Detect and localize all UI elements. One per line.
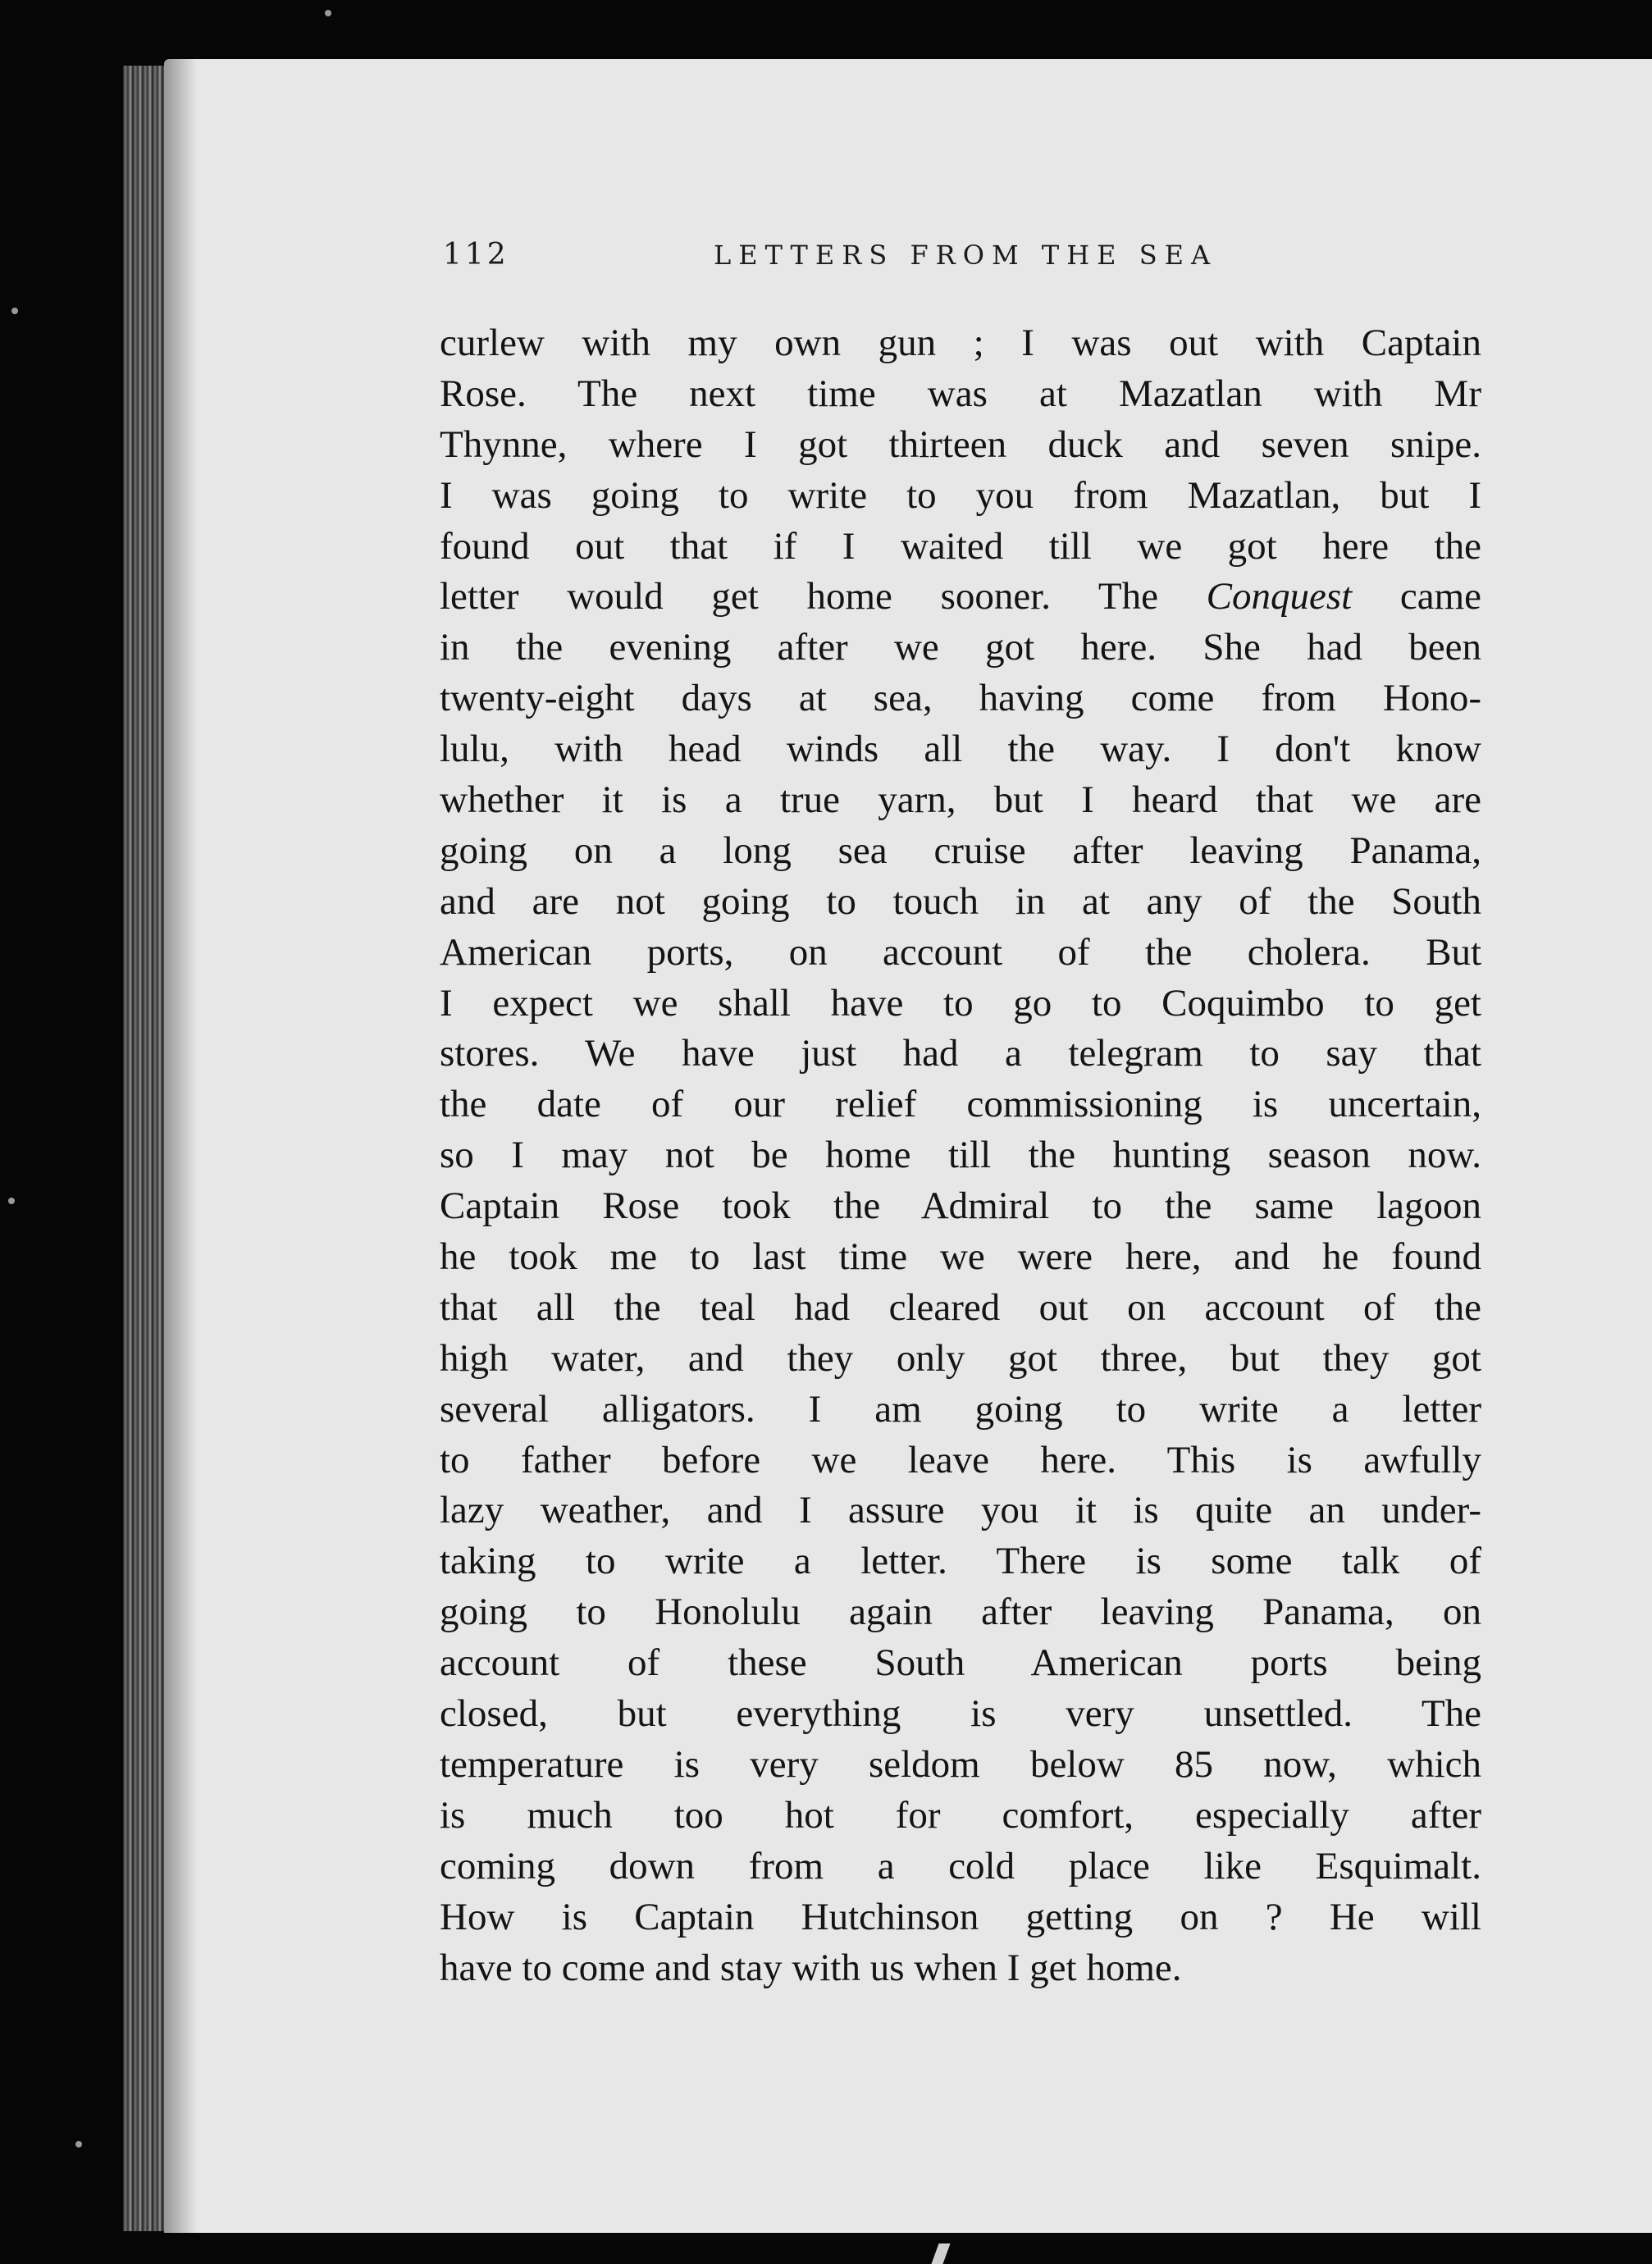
running-head bbox=[443, 238, 1263, 279]
text-line: curlew with my own gun ; I was out with Captain bbox=[440, 322, 1481, 364]
dust-speck bbox=[8, 1198, 15, 1204]
text-line: I expect we shall have to go to Coquimbo to get bbox=[440, 981, 1481, 1025]
text-line: taking to write a letter. There is some talk of bbox=[440, 1540, 1481, 1583]
page-gutter-shadow bbox=[164, 59, 197, 2233]
page-number: 112 bbox=[443, 238, 509, 272]
text-line: he took me to last time we were here, and he found bbox=[440, 1235, 1481, 1279]
text-line: going on a long sea cruise after leaving Panama, bbox=[440, 828, 1481, 872]
text-line: to father before we leave here. This is awfully bbox=[440, 1438, 1481, 1481]
text-line: so I may not be home till the hunting season now. bbox=[440, 1134, 1481, 1177]
text-line: Captain Rose took the Admiral to the same lagoon bbox=[440, 1184, 1481, 1228]
text-line: American ports, on account of the cholera. But bbox=[440, 930, 1481, 974]
text-line: the date of our relief commissioning is uncertain, bbox=[440, 1083, 1481, 1126]
text-line: I was going to write to you from Mazatlan, but I bbox=[440, 473, 1481, 517]
text-line: lazy weather, and I assure you it is quite an under- bbox=[440, 1489, 1481, 1532]
dust-speck bbox=[75, 2141, 82, 2148]
scan-artifact-mark bbox=[931, 2243, 950, 2264]
text-line: closed, but everything is very unsettled. The bbox=[440, 1692, 1481, 1736]
text-line: and are not going to touch in at any of the South bbox=[440, 879, 1481, 923]
text-line: temperature is very seldom below 85 now, which bbox=[440, 1742, 1481, 1786]
text-line: that all the teal had cleared out on account of the bbox=[440, 1285, 1481, 1329]
text-line: coming down from a cold place like Esquimalt. bbox=[440, 1844, 1481, 1887]
letter-body bbox=[440, 318, 1481, 1993]
text-line: How is Captain Hutchinson getting on ? He will bbox=[440, 1895, 1481, 1938]
dust-speck bbox=[325, 10, 331, 16]
text-line: high water, and they only got three, but they got bbox=[440, 1336, 1481, 1380]
text-line: letter would get home sooner. The Conquest came bbox=[440, 575, 1482, 618]
text-line: lulu, with head winds all the way. I don't know bbox=[440, 728, 1481, 771]
text-line: in the evening after we got here. She had been bbox=[440, 626, 1481, 669]
ship-name: Conquest bbox=[1206, 575, 1353, 618]
text-line: account of these South American ports being bbox=[440, 1641, 1481, 1685]
text-line: several alligators. I am going to write a letter bbox=[440, 1387, 1481, 1431]
text-line: is much too hot for comfort, especially after bbox=[440, 1793, 1481, 1837]
text-line: going to Honolulu again after leaving Panama, on bbox=[440, 1591, 1481, 1634]
dust-speck bbox=[11, 308, 18, 314]
text-line: found out that if I waited till we got here the bbox=[440, 524, 1481, 568]
text-line: twenty-eight days at sea, having come from Hono- bbox=[440, 677, 1481, 720]
running-title: LETTERS FROM THE SEA bbox=[714, 240, 1218, 271]
text-line: whether it is a true yarn, but I heard that we are bbox=[440, 778, 1481, 822]
text-line: stores. We have just had a telegram to say that bbox=[440, 1032, 1481, 1075]
text-line: Thynne, where I got thirteen duck and seven snipe. bbox=[440, 422, 1481, 466]
text-line: have to come and stay with us when I get home. bbox=[440, 1946, 1182, 1989]
text-line: Rose. The next time was at Mazatlan with Mr bbox=[440, 372, 1481, 415]
